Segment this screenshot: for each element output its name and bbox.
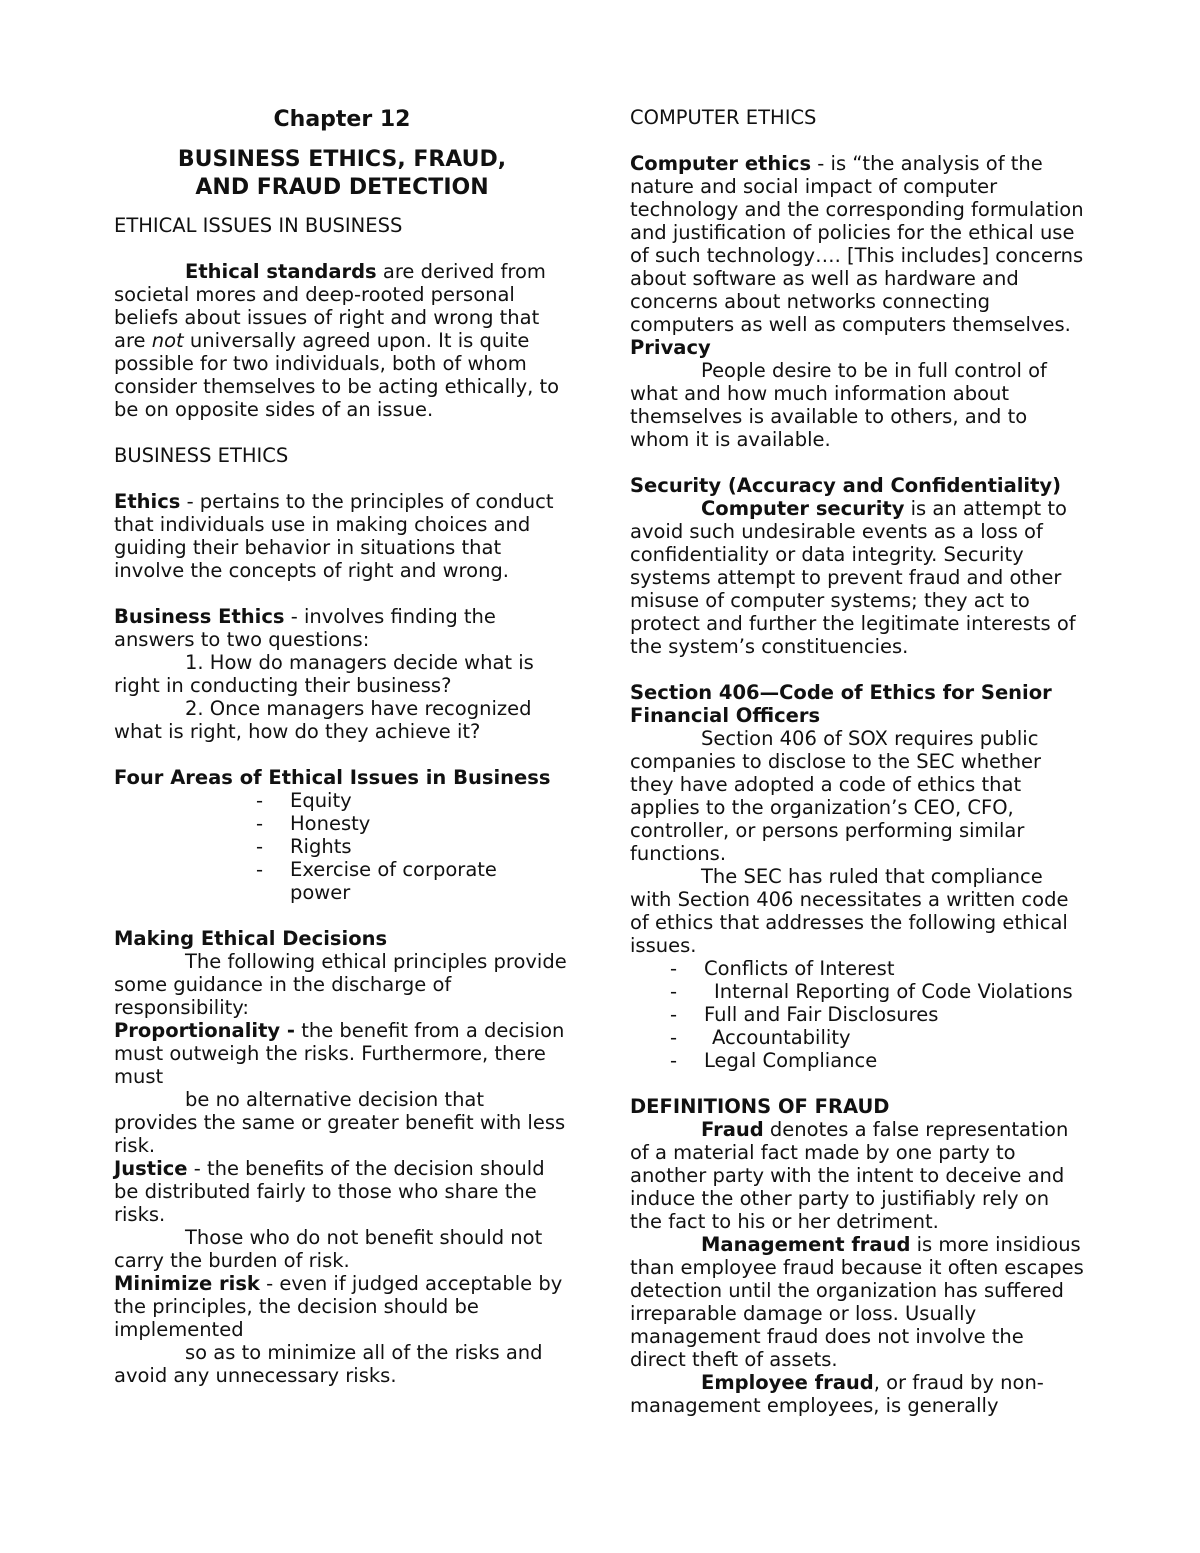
ethical-issues-list <box>630 957 1085 1072</box>
computer-security-text: is an attempt to avoid such undesirable events as a loss of confidentiality or data integrity. Security systems attempt to prevent fraud and other misuse of computer systems; they act to protect and further the legitimate interests of the system’s constituencies. <box>630 497 1076 658</box>
computer-security-paragraph <box>630 497 1085 658</box>
minimize-risk-definition <box>114 1272 570 1341</box>
employee-fraud-text: , or fraud by non-management employees, is generally <box>630 1371 1044 1417</box>
ethical-standards-text-2: universally agreed upon. It is quite possible for two individuals, both of whom consider themselves to be acting ethically, to be on opposite sides of an issue. <box>114 329 560 421</box>
minimize-risk-text: - even if judged acceptable by the principles, the decision should be implemented <box>114 1272 563 1341</box>
justice-continued: Those who do not benefit should not carry the burden of risk. <box>114 1226 543 1272</box>
management-fraud-text: is more insidious than employee fraud because it often escapes detection until the organization has suffered irreparable damage or loss. Usually management fraud does not involve the direct theft of assets. <box>630 1233 1084 1371</box>
fraud-term: Fraud <box>701 1118 764 1141</box>
list-item <box>704 1003 1085 1026</box>
fraud-paragraph <box>630 1118 1085 1233</box>
list-item <box>704 957 1085 980</box>
ethics-term: Ethics <box>114 490 181 513</box>
question-1: 1. How do managers decide what is right in conducting their business? <box>114 651 534 697</box>
section-406-text-1: Section 406 of SOX requires public companies to disclose to the SEC whether they have adopted a code of ethics that applies to the organization’s CEO, CFO, controller, or persons performing similar functions. <box>630 727 1042 865</box>
making-decisions-text: The following ethical principles provide some guidance in the discharge of responsibility: <box>114 950 567 1019</box>
proportionality-continued: be no alternative decision that provides the same or greater benefit with less risk. <box>114 1088 566 1157</box>
document-title-line-1: BUSINESS ETHICS, FRAUD, <box>177 147 507 172</box>
ethical-standards-emphasis: not <box>151 329 184 352</box>
section-heading-ethical-issues: ETHICAL ISSUES IN BUSINESS <box>114 214 403 237</box>
section-heading-computer-ethics: COMPUTER ETHICS <box>630 106 817 129</box>
ethics-definition <box>114 490 570 582</box>
privacy-text: People desire to be in full control of what and how much information about themselves is available to others, and to whom it is available. <box>630 359 1047 451</box>
justice-definition <box>114 1157 570 1226</box>
section-406-heading <box>630 681 1085 727</box>
proportionality-term: Proportionality - <box>114 1019 296 1042</box>
justice-text: - the benefits of the decision should be distributed fairly to those who share the risks. <box>114 1157 545 1226</box>
fraud-text: denotes a false representation of a material fact made by one party to another party with the intent to deceive and induce the other party to justifiably rely on the fact to his or her detriment. <box>630 1118 1069 1233</box>
fraud-definitions-heading <box>630 1095 1085 1118</box>
justice-term: Justice <box>114 1157 188 1180</box>
issue-text: Full and Fair Disclosures <box>704 1003 939 1026</box>
issue-text: Accountability <box>712 1026 851 1049</box>
management-fraud-term: Management fraud <box>701 1233 911 1256</box>
four-areas-list <box>114 789 500 904</box>
list-item: - Rights <box>290 835 500 858</box>
proportionality-text: the benefit from a decision must outweigh the risks. Furthermore, there must <box>114 1019 565 1088</box>
employee-fraud-term: Employee fraud <box>701 1371 874 1394</box>
four-areas-heading-text: Four Areas of Ethical Issues in Business <box>114 766 551 789</box>
four-areas-heading <box>114 766 570 789</box>
security-heading <box>630 474 1085 497</box>
minimize-risk-continued: so as to minimize all of the risks and avoid any unnecessary risks. <box>114 1341 543 1387</box>
ethics-text: - pertains to the principles of conduct that individuals use in making choices and guiding their behavior in situations that involve the concepts of right and wrong. <box>114 490 554 582</box>
section-406-heading-text: Section 406—Code of Ethics for Senior Financial Officers <box>630 681 1052 727</box>
issue-text: Legal Compliance <box>704 1049 878 1072</box>
privacy-heading-text: Privacy <box>630 336 711 359</box>
minimize-risk-term: Minimize risk <box>114 1272 260 1295</box>
list-item <box>704 1026 1085 1049</box>
management-fraud-paragraph <box>630 1233 1085 1371</box>
fraud-definitions-heading-text: DEFINITIONS OF FRAUD <box>630 1095 890 1118</box>
security-heading-text: Security (Accuracy and Confidentiality) <box>630 474 1062 497</box>
privacy-heading <box>630 336 1085 359</box>
employee-fraud-paragraph <box>630 1371 1085 1417</box>
computer-security-term: Computer security <box>701 497 905 520</box>
document-title-line-2: AND FRAUD DETECTION <box>195 175 489 200</box>
computer-ethics-term: Computer ethics <box>630 152 812 175</box>
business-ethics-term: Business Ethics <box>114 605 285 628</box>
business-ethics-text: - involves finding the answers to two questions: <box>114 605 496 651</box>
business-ethics-definition <box>114 605 570 651</box>
list-item: - Honesty <box>290 812 500 835</box>
list-item <box>704 980 1085 1003</box>
proportionality-definition <box>114 1019 570 1088</box>
left-column <box>114 106 570 1387</box>
list-item <box>704 1049 1085 1072</box>
ethical-standards-paragraph <box>114 260 570 421</box>
issue-text: Conflicts of Interest <box>704 957 895 980</box>
computer-ethics-definition <box>630 152 1085 336</box>
right-column <box>630 106 1085 1417</box>
chapter-title: Chapter 12 <box>273 107 411 132</box>
issue-text: Internal Reporting of Code Violations <box>714 980 1073 1003</box>
question-2: 2. Once managers have recognized what is right, how do they achieve it? <box>114 697 532 743</box>
list-item: - Exercise of corporate power <box>290 858 500 904</box>
making-decisions-heading <box>114 927 570 950</box>
ethical-standards-text-1: are derived from societal mores and deep-rooted personal beliefs about issues of right and wrong that are <box>114 260 546 352</box>
computer-ethics-text: - is “the analysis of the nature and social impact of computer technology and the corresponding formulation and justification of policies for the ethical use of such technology…. [This includes] concerns about software as well as hardware and concerns about networks connecting computers as well as computers themselves. <box>630 152 1084 336</box>
section-heading-business-ethics: BUSINESS ETHICS <box>114 444 289 467</box>
list-item: - Equity <box>290 789 500 812</box>
ethical-standards-term: Ethical standards <box>185 260 377 283</box>
section-406-text-2: The SEC has ruled that compliance with Section 406 necessitates a written code of ethics that addresses the following ethical issues. <box>630 865 1069 957</box>
making-decisions-heading-text: Making Ethical Decisions <box>114 927 388 950</box>
